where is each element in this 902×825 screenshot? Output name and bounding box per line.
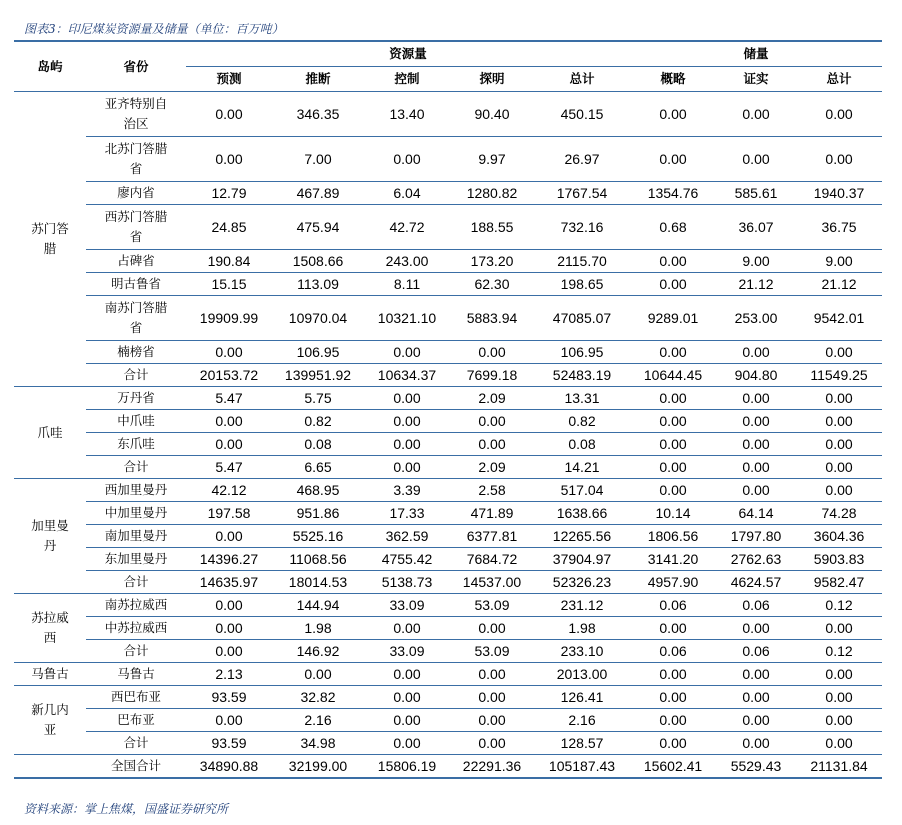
- value-cell: 5525.16: [272, 525, 364, 548]
- value-cell: 10321.10: [364, 296, 450, 341]
- value-cell: 173.20: [450, 250, 534, 273]
- value-cell: 5903.83: [796, 548, 882, 571]
- table-row: [14, 479, 882, 502]
- value-cell: 0.00: [630, 273, 716, 296]
- value-cell: 2.16: [534, 709, 630, 732]
- value-cell: 0.00: [716, 456, 796, 479]
- total-value-cell: 32199.00: [272, 755, 364, 779]
- value-cell: 0.00: [796, 709, 882, 732]
- value-cell: 517.04: [534, 479, 630, 502]
- province-cell: 东加里曼丹: [86, 548, 186, 571]
- value-cell: 10634.37: [364, 364, 450, 387]
- value-cell: 1.98: [272, 617, 364, 640]
- value-cell: 2.58: [450, 479, 534, 502]
- value-cell: 0.00: [630, 250, 716, 273]
- value-cell: 1638.66: [534, 502, 630, 525]
- value-cell: 0.00: [186, 525, 272, 548]
- value-cell: 9.97: [450, 137, 534, 182]
- header-col-3: 探明: [479, 71, 505, 86]
- value-cell: 42.12: [186, 479, 272, 502]
- island-cell: 马鲁古: [14, 663, 86, 686]
- value-cell: 1.98: [534, 617, 630, 640]
- value-cell: 0.00: [716, 686, 796, 709]
- province-cell: 占碑省: [86, 250, 186, 273]
- header-col-1: 推断: [305, 71, 331, 86]
- value-cell: 5138.73: [364, 571, 450, 594]
- table-row: [14, 502, 882, 525]
- value-cell: 8.11: [364, 273, 450, 296]
- province-cell: 合计: [86, 364, 186, 387]
- value-cell: 0.00: [450, 709, 534, 732]
- value-cell: 52326.23: [534, 571, 630, 594]
- value-cell: 13.40: [364, 92, 450, 137]
- value-cell: 0.00: [364, 341, 450, 364]
- value-cell: 9582.47: [796, 571, 882, 594]
- coal-resource-table: [14, 40, 882, 779]
- value-cell: 0.00: [716, 617, 796, 640]
- value-cell: 11549.25: [796, 364, 882, 387]
- value-cell: 0.12: [796, 640, 882, 663]
- value-cell: 468.95: [272, 479, 364, 502]
- island-cell: 加里曼 丹: [14, 479, 86, 594]
- value-cell: 0.00: [796, 663, 882, 686]
- value-cell: 19909.99: [186, 296, 272, 341]
- table-row: [14, 456, 882, 479]
- value-cell: 0.00: [364, 137, 450, 182]
- province-cell: 东爪哇: [86, 433, 186, 456]
- value-cell: 1797.80: [716, 525, 796, 548]
- value-cell: 36.07: [716, 205, 796, 250]
- value-cell: 1508.66: [272, 250, 364, 273]
- island-cell: 苏拉威 西: [14, 594, 86, 663]
- value-cell: 198.65: [534, 273, 630, 296]
- value-cell: 0.00: [796, 410, 882, 433]
- value-cell: 243.00: [364, 250, 450, 273]
- value-cell: 0.00: [364, 617, 450, 640]
- value-cell: 15.15: [186, 273, 272, 296]
- table-row: [14, 137, 882, 182]
- value-cell: 37904.97: [534, 548, 630, 571]
- total-value-cell: 5529.43: [716, 755, 796, 779]
- value-cell: 0.00: [716, 387, 796, 410]
- value-cell: 21.12: [796, 273, 882, 296]
- value-cell: 0.00: [364, 433, 450, 456]
- value-cell: 2013.00: [534, 663, 630, 686]
- value-cell: 3141.20: [630, 548, 716, 571]
- value-cell: 10644.45: [630, 364, 716, 387]
- value-cell: 2.13: [186, 663, 272, 686]
- value-cell: 33.09: [364, 594, 450, 617]
- value-cell: 0.00: [364, 456, 450, 479]
- table-row: [14, 341, 882, 364]
- value-cell: 14635.97: [186, 571, 272, 594]
- value-cell: 0.00: [186, 594, 272, 617]
- value-cell: 62.30: [450, 273, 534, 296]
- value-cell: 0.00: [796, 387, 882, 410]
- value-cell: 0.00: [716, 709, 796, 732]
- province-cell: 中苏拉威西: [86, 617, 186, 640]
- value-cell: 93.59: [186, 686, 272, 709]
- province-cell: 合计: [86, 732, 186, 755]
- value-cell: 13.31: [534, 387, 630, 410]
- value-cell: 0.00: [630, 617, 716, 640]
- value-cell: 188.55: [450, 205, 534, 250]
- value-cell: 0.00: [796, 92, 882, 137]
- value-cell: 34.98: [272, 732, 364, 755]
- value-cell: 14537.00: [450, 571, 534, 594]
- value-cell: 197.58: [186, 502, 272, 525]
- value-cell: 90.40: [450, 92, 534, 137]
- value-cell: 0.00: [796, 479, 882, 502]
- value-cell: 346.35: [272, 92, 364, 137]
- value-cell: 5.47: [186, 387, 272, 410]
- table-row: [14, 732, 882, 755]
- value-cell: 467.89: [272, 182, 364, 205]
- value-cell: 47085.07: [534, 296, 630, 341]
- value-cell: 53.09: [450, 594, 534, 617]
- value-cell: 0.00: [186, 92, 272, 137]
- value-cell: 0.00: [630, 686, 716, 709]
- value-cell: 9.00: [716, 250, 796, 273]
- province-cell: 南加里曼丹: [86, 525, 186, 548]
- value-cell: 1940.37: [796, 182, 882, 205]
- value-cell: 475.94: [272, 205, 364, 250]
- value-cell: 7.00: [272, 137, 364, 182]
- value-cell: 0.00: [796, 341, 882, 364]
- value-cell: 0.00: [450, 732, 534, 755]
- table-row: [14, 640, 882, 663]
- table-row: [14, 617, 882, 640]
- header-col-4: 总计: [569, 71, 595, 86]
- province-cell: 巴布亚: [86, 709, 186, 732]
- value-cell: 0.00: [796, 456, 882, 479]
- value-cell: 0.00: [630, 341, 716, 364]
- value-cell: 0.00: [450, 341, 534, 364]
- value-cell: 0.00: [186, 709, 272, 732]
- value-cell: 0.00: [186, 433, 272, 456]
- value-cell: 0.00: [716, 732, 796, 755]
- value-cell: 0.00: [716, 433, 796, 456]
- value-cell: 0.00: [630, 92, 716, 137]
- value-cell: 106.95: [272, 341, 364, 364]
- total-value-cell: 34890.88: [186, 755, 272, 779]
- value-cell: 21.12: [716, 273, 796, 296]
- value-cell: 0.00: [630, 732, 716, 755]
- province-cell: 廖内省: [86, 182, 186, 205]
- table-row: [14, 571, 882, 594]
- province-cell: 西苏门答腊 省: [86, 205, 186, 250]
- province-cell: 南苏门答腊 省: [86, 296, 186, 341]
- value-cell: 14396.27: [186, 548, 272, 571]
- value-cell: 6377.81: [450, 525, 534, 548]
- province-cell: 明古鲁省: [86, 273, 186, 296]
- value-cell: 0.00: [796, 137, 882, 182]
- island-cell: 爪哇: [14, 387, 86, 479]
- value-cell: 10.14: [630, 502, 716, 525]
- value-cell: 1354.76: [630, 182, 716, 205]
- value-cell: 9542.01: [796, 296, 882, 341]
- table-row: [14, 250, 882, 273]
- value-cell: 0.00: [186, 640, 272, 663]
- value-cell: 1767.54: [534, 182, 630, 205]
- value-cell: 732.16: [534, 205, 630, 250]
- value-cell: 106.95: [534, 341, 630, 364]
- value-cell: 0.82: [272, 410, 364, 433]
- header-col-2: 控制: [394, 71, 420, 86]
- header-col-6: 证实: [743, 71, 769, 86]
- value-cell: 0.12: [796, 594, 882, 617]
- total-value-cell: 21131.84: [796, 755, 882, 779]
- value-cell: 5.75: [272, 387, 364, 410]
- value-cell: 0.06: [630, 594, 716, 617]
- value-cell: 253.00: [716, 296, 796, 341]
- value-cell: 32.82: [272, 686, 364, 709]
- value-cell: 0.00: [364, 732, 450, 755]
- table-row: [14, 296, 882, 341]
- value-cell: 3604.36: [796, 525, 882, 548]
- value-cell: 0.00: [186, 341, 272, 364]
- value-cell: 11068.56: [272, 548, 364, 571]
- value-cell: 0.00: [716, 410, 796, 433]
- value-cell: 0.00: [450, 617, 534, 640]
- value-cell: 12.79: [186, 182, 272, 205]
- province-cell: 亚齐特别自 治区: [86, 92, 186, 137]
- value-cell: 74.28: [796, 502, 882, 525]
- total-row: [14, 755, 882, 779]
- value-cell: 0.00: [716, 92, 796, 137]
- value-cell: 0.00: [364, 686, 450, 709]
- value-cell: 6.65: [272, 456, 364, 479]
- province-cell: 西加里曼丹: [86, 479, 186, 502]
- table-row: [14, 410, 882, 433]
- value-cell: 0.08: [272, 433, 364, 456]
- province-cell: 中爪哇: [86, 410, 186, 433]
- total-value-cell: 15806.19: [364, 755, 450, 779]
- value-cell: 2.09: [450, 387, 534, 410]
- province-cell: 西巴布亚: [86, 686, 186, 709]
- value-cell: 190.84: [186, 250, 272, 273]
- value-cell: 0.00: [796, 617, 882, 640]
- value-cell: 4755.42: [364, 548, 450, 571]
- value-cell: 0.00: [630, 479, 716, 502]
- table-row: [14, 525, 882, 548]
- value-cell: 53.09: [450, 640, 534, 663]
- value-cell: 6.04: [364, 182, 450, 205]
- value-cell: 0.06: [716, 594, 796, 617]
- value-cell: 0.00: [716, 341, 796, 364]
- table-row: [14, 182, 882, 205]
- value-cell: 2762.63: [716, 548, 796, 571]
- header-col-7: 总计: [826, 71, 852, 86]
- value-cell: 231.12: [534, 594, 630, 617]
- province-cell: 合计: [86, 640, 186, 663]
- value-cell: 14.21: [534, 456, 630, 479]
- value-cell: 0.00: [364, 663, 450, 686]
- value-cell: 362.59: [364, 525, 450, 548]
- province-cell: 北苏门答腊 省: [86, 137, 186, 182]
- value-cell: 7699.18: [450, 364, 534, 387]
- total-value-cell: 15602.41: [630, 755, 716, 779]
- value-cell: 12265.56: [534, 525, 630, 548]
- value-cell: 0.00: [450, 433, 534, 456]
- value-cell: 0.00: [364, 410, 450, 433]
- value-cell: 20153.72: [186, 364, 272, 387]
- province-cell: 万丹省: [86, 387, 186, 410]
- value-cell: 0.00: [630, 410, 716, 433]
- table-header: [14, 41, 882, 92]
- province-cell: 楠榜省: [86, 341, 186, 364]
- table-row: [14, 686, 882, 709]
- value-cell: 126.41: [534, 686, 630, 709]
- value-cell: 128.57: [534, 732, 630, 755]
- value-cell: 10970.04: [272, 296, 364, 341]
- island-cell: 苏门答 腊: [14, 92, 86, 387]
- value-cell: 233.10: [534, 640, 630, 663]
- header-reserves: 储量: [630, 41, 882, 67]
- table-row: [14, 663, 882, 686]
- total-value-cell: 105187.43: [534, 755, 630, 779]
- value-cell: 2115.70: [534, 250, 630, 273]
- header-island: 岛屿: [14, 41, 86, 92]
- province-cell: 合计: [86, 456, 186, 479]
- table-title: 图表3：印尼煤炭资源量及储量（单位：百万吨）: [24, 22, 284, 36]
- total-blank-cell: [14, 755, 86, 779]
- value-cell: 144.94: [272, 594, 364, 617]
- table-row: [14, 273, 882, 296]
- value-cell: 5.47: [186, 456, 272, 479]
- value-cell: 0.00: [716, 663, 796, 686]
- value-cell: 450.15: [534, 92, 630, 137]
- value-cell: 0.82: [534, 410, 630, 433]
- table-row: [14, 709, 882, 732]
- total-value-cell: 22291.36: [450, 755, 534, 779]
- value-cell: 4957.90: [630, 571, 716, 594]
- value-cell: 0.00: [272, 663, 364, 686]
- value-cell: 7684.72: [450, 548, 534, 571]
- value-cell: 0.00: [450, 410, 534, 433]
- value-cell: 0.00: [796, 686, 882, 709]
- value-cell: 1280.82: [450, 182, 534, 205]
- value-cell: 904.80: [716, 364, 796, 387]
- value-cell: 52483.19: [534, 364, 630, 387]
- value-cell: 139951.92: [272, 364, 364, 387]
- value-cell: 33.09: [364, 640, 450, 663]
- value-cell: 18014.53: [272, 571, 364, 594]
- province-cell: 中加里曼丹: [86, 502, 186, 525]
- value-cell: 471.89: [450, 502, 534, 525]
- value-cell: 0.68: [630, 205, 716, 250]
- table-row: [14, 548, 882, 571]
- value-cell: 0.00: [630, 456, 716, 479]
- value-cell: 113.09: [272, 273, 364, 296]
- value-cell: 0.06: [716, 640, 796, 663]
- value-cell: 585.61: [716, 182, 796, 205]
- value-cell: 0.00: [186, 617, 272, 640]
- table-row: [14, 594, 882, 617]
- value-cell: 0.00: [796, 732, 882, 755]
- value-cell: 951.86: [272, 502, 364, 525]
- value-cell: 0.00: [630, 663, 716, 686]
- value-cell: 146.92: [272, 640, 364, 663]
- value-cell: 26.97: [534, 137, 630, 182]
- province-cell: 马鲁古: [86, 663, 186, 686]
- header-resources: 资源量: [186, 41, 630, 67]
- value-cell: 0.00: [364, 387, 450, 410]
- value-cell: 36.75: [796, 205, 882, 250]
- value-cell: 0.00: [630, 387, 716, 410]
- header-col-5: 概略: [660, 71, 686, 86]
- value-cell: 0.00: [630, 709, 716, 732]
- value-cell: 42.72: [364, 205, 450, 250]
- value-cell: 93.59: [186, 732, 272, 755]
- value-cell: 0.00: [796, 433, 882, 456]
- value-cell: 4624.57: [716, 571, 796, 594]
- table-row: [14, 433, 882, 456]
- table-row: [14, 364, 882, 387]
- value-cell: 0.00: [716, 137, 796, 182]
- value-cell: 17.33: [364, 502, 450, 525]
- source-note: 资料来源：掌上焦煤，国盛证券研究所: [24, 802, 229, 816]
- value-cell: 0.06: [630, 640, 716, 663]
- table-row: [14, 92, 882, 137]
- value-cell: 0.00: [630, 433, 716, 456]
- value-cell: 0.00: [364, 709, 450, 732]
- value-cell: 5883.94: [450, 296, 534, 341]
- value-cell: 9.00: [796, 250, 882, 273]
- value-cell: 2.16: [272, 709, 364, 732]
- value-cell: 3.39: [364, 479, 450, 502]
- value-cell: 0.00: [716, 479, 796, 502]
- total-label: 全国合计: [86, 755, 186, 779]
- island-cell: 新几内 亚: [14, 686, 86, 755]
- province-cell: 南苏拉威西: [86, 594, 186, 617]
- value-cell: 0.00: [630, 137, 716, 182]
- value-cell: 64.14: [716, 502, 796, 525]
- header-province: 省份: [86, 41, 186, 92]
- value-cell: 1806.56: [630, 525, 716, 548]
- value-cell: 24.85: [186, 205, 272, 250]
- header-col-0: 预测: [216, 71, 242, 86]
- value-cell: 0.08: [534, 433, 630, 456]
- province-cell: 合计: [86, 571, 186, 594]
- value-cell: 2.09: [450, 456, 534, 479]
- value-cell: 0.00: [450, 663, 534, 686]
- table-row: [14, 387, 882, 410]
- table-body: [14, 92, 882, 779]
- value-cell: 0.00: [186, 137, 272, 182]
- value-cell: 0.00: [450, 686, 534, 709]
- table-row: [14, 205, 882, 250]
- value-cell: 0.00: [186, 410, 272, 433]
- value-cell: 9289.01: [630, 296, 716, 341]
